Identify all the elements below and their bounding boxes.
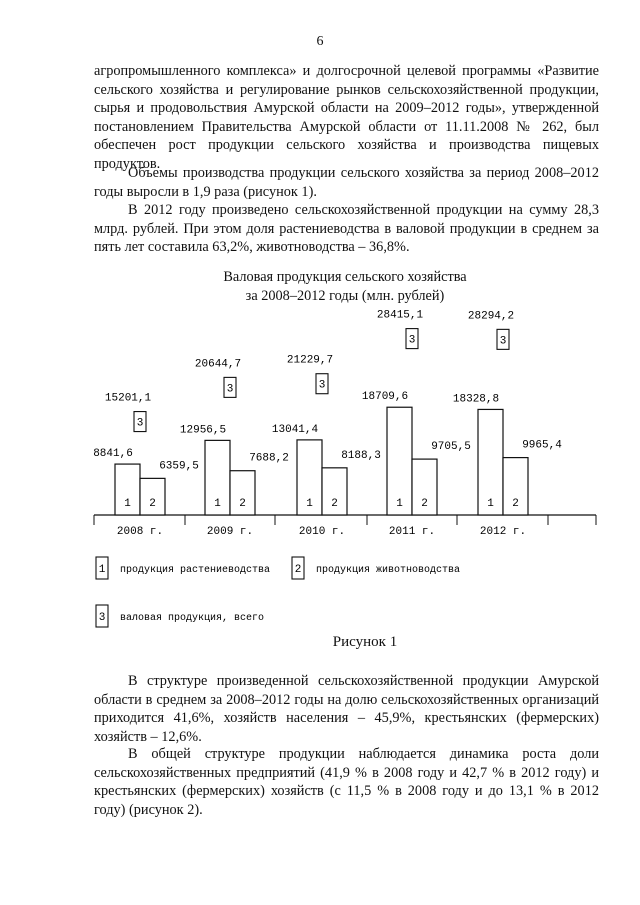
data-label-plant: 8841,6 <box>93 448 133 461</box>
data-label-animal: 9705,5 <box>431 441 471 454</box>
data-label-animal: 6359,5 <box>159 460 199 473</box>
chart-title-line-1: Валовая продукция сельского хозяйства <box>223 269 467 285</box>
data-label-plant: 13041,4 <box>271 423 319 436</box>
bar-marker-2: 2 <box>512 498 519 510</box>
legend-marker: 3 <box>98 612 106 624</box>
data-label-total: 28415,1 <box>376 309 424 322</box>
data-label-total: 21229,7 <box>286 354 334 367</box>
total-marker-3: 3 <box>499 335 507 348</box>
data-label-total: 15201,1 <box>104 392 152 405</box>
figure-caption: Рисунок 1 <box>332 634 398 650</box>
data-label-plant: 18709,6 <box>361 391 409 404</box>
legend-label: продукция растениеводства <box>120 565 271 576</box>
x-tick-label: 2011 г. <box>388 526 436 538</box>
legend-marker: 1 <box>98 564 106 576</box>
legend-label: валовая продукция, всего <box>120 613 265 624</box>
data-label-animal: 7688,2 <box>249 452 289 465</box>
data-label-plant: 12956,5 <box>179 424 227 437</box>
bar-marker-2: 2 <box>239 498 246 510</box>
paragraph-programs: агропромышленного комплекса» и долгосрочной целевой программы «Развитие сельского хозяйства и регулирование рынков сельскохозяйственной продукции, сырья и продовольствия Амурской области на 2009–2012 годы», утвержденной постановлением Правительства Амурской области от 11.11.2008 № 262, был обеспечен рост продукции сельского хозяйства и производства пищевых продуктов. <box>94 63 599 172</box>
paragraph-volume-growth: Объемы производства продукции сельского хозяйства за период 2008–2012 годы выросли в 1,9 раза (рисунок 1). <box>94 165 599 200</box>
total-marker-3: 3 <box>226 383 234 396</box>
data-label-animal: 8188,3 <box>341 449 381 462</box>
x-tick-label: 2012 г. <box>479 526 527 538</box>
page-number: 6 <box>316 34 324 49</box>
legend-marker: 2 <box>294 564 302 576</box>
bar-marker-2: 2 <box>331 498 338 510</box>
paragraph-structure: В структуре произведенной сельскохозяйственной продукции Амурской области в среднем за 2008–2012 годы на долю сельскохозяйственных организаций приходится 41,6%, хозяйств населения – 45,9%, крестьянских (фермерских) хозяйств – 12,6%. <box>94 673 599 745</box>
data-label-total: 20644,7 <box>194 358 242 371</box>
total-marker-3: 3 <box>318 379 326 392</box>
bar-marker-2: 2 <box>149 498 156 510</box>
data-label-plant: 18328,8 <box>452 393 500 406</box>
bar-marker-1: 1 <box>124 498 131 510</box>
bar-marker-1: 1 <box>487 498 494 510</box>
bar-marker-1: 1 <box>396 498 403 510</box>
paragraph-2012-output: В 2012 году произведено сельскохозяйственной продукции на сумму 28,3 млрд. рублей. При этом доля растениеводства в валовой продукции в среднем за пять лет составила 63,2%, животноводства – 36,8%. <box>94 202 599 255</box>
chart-title-line-2: за 2008–2012 годы (млн. рублей) <box>245 288 445 304</box>
x-tick-label: 2010 г. <box>298 526 346 538</box>
x-tick-label: 2008 г. <box>116 526 164 538</box>
data-label-animal: 9965,4 <box>522 439 562 452</box>
x-tick-label: 2009 г. <box>206 526 254 538</box>
total-marker-3: 3 <box>408 334 416 347</box>
bar-marker-2: 2 <box>421 498 428 510</box>
bar-marker-1: 1 <box>306 498 313 510</box>
bar-marker-1: 1 <box>214 498 221 510</box>
paragraph-dynamics: В общей структуре продукции наблюдается динамика роста доли сельскохозяйственных предприятий (41,9 % в 2008 году и 42,7 % в 2012 году) и крестьянских (фермерских) хозяйств (с 11,5 % в 2008 году и до 13,1 % в 2012 году) (рисунок 2). <box>94 746 599 818</box>
legend-label: продукция животноводства <box>316 565 461 576</box>
data-label-total: 28294,2 <box>467 310 515 323</box>
total-marker-3: 3 <box>136 417 144 430</box>
